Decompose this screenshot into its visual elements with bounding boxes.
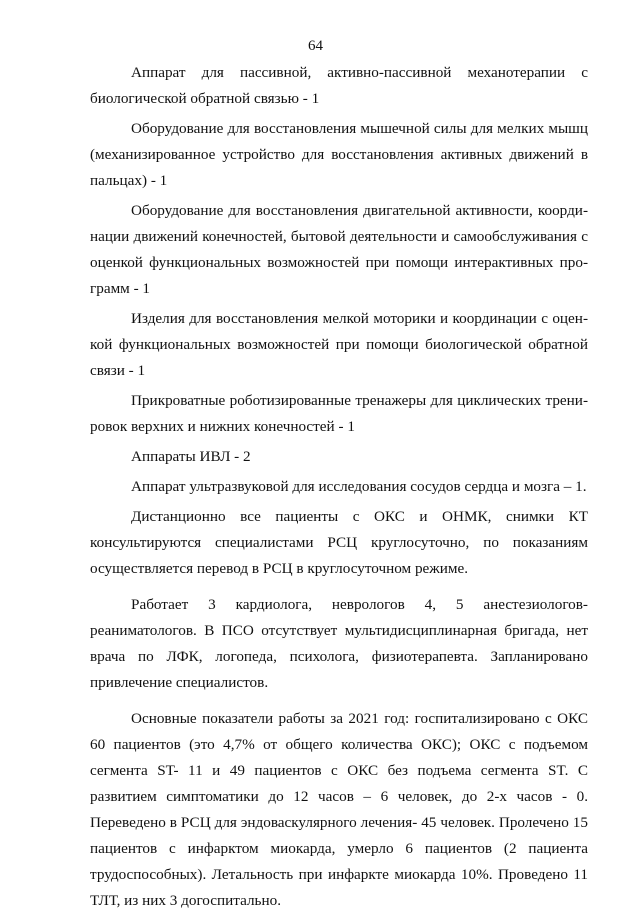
paragraph-motor-activity: Оборудование для восстановления двигательной активности, координации движений конечностей, бытовой деятельности и самообслуживания с оценкой функциональных возможностей при помощи интерактивных программ - 1 — [90, 202, 588, 297]
paragraph-staff: Работает 3 кардиолога, неврологов 4, 5 анестезиологов-реаниматологов. В ПСО отсутствует мультидисциплинарная бригада, нет врача по ЛФК, логопеда, психолога, физиотерапевта. Запланировано привлечение специалистов. — [90, 596, 588, 691]
paragraph-fine-motor: Изделия для восстановления мелкой моторики и координации с оценкой функциональных возможностей при помощи биологической обратной связи - 1 — [90, 310, 588, 379]
paragraph-ultrasound: Аппарат ультразвуковой для исследования сосудов сердца и мозга – 1. — [131, 478, 587, 495]
page-number: 64 — [308, 38, 323, 54]
paragraph-remote-consulting: Дистанционно все пациенты с ОКС и ОНМК, снимки КТ консультируются специалистами РСЦ круглосуточно, по показаниям осуществляется перевод в РСЦ в круглосуточном режиме. — [90, 508, 588, 577]
paragraph-bedside-trainers: Прикроватные роботизированные тренажеры для циклических тренировок верхних и нижних конечностей - 1 — [90, 392, 588, 435]
paragraph-mechanotherapy: Аппарат для пассивной, активно-пассивной механотерапии с биологической обратной связью - 1 — [90, 64, 588, 107]
paragraph-muscle-strength: Оборудование для восстановления мышечной силы для мелких мышц (механизированное устройство для восстановления активных движений в пальцах) - 1 — [90, 120, 588, 189]
body-text — [90, 60, 588, 914]
paragraph-indicators-2021: Основные показатели работы за 2021 год: госпитализировано с ОКС 60 пациентов (это 4,7% от общего количества ОКС); ОКС с подъемом сегмента ST- 11 и 49 пациентов с ОКС без подъема сегмента ST. С развитием симптоматики до 12 часов – 6 человек, до 2-х часов - 0. Переведено в РСЦ для эндоваскулярного лечения- 45 человек. Пролечено 15 пациентов с инфарктом миокарда, умерло 6 пациентов (2 пациента трудоспособных). Летальность при инфаркте миокарда 10%. Проведено 11 ТЛТ, из них 3 догоспитально. — [90, 710, 588, 909]
paragraph-ventilators: Аппараты ИВЛ - 2 — [131, 448, 251, 465]
